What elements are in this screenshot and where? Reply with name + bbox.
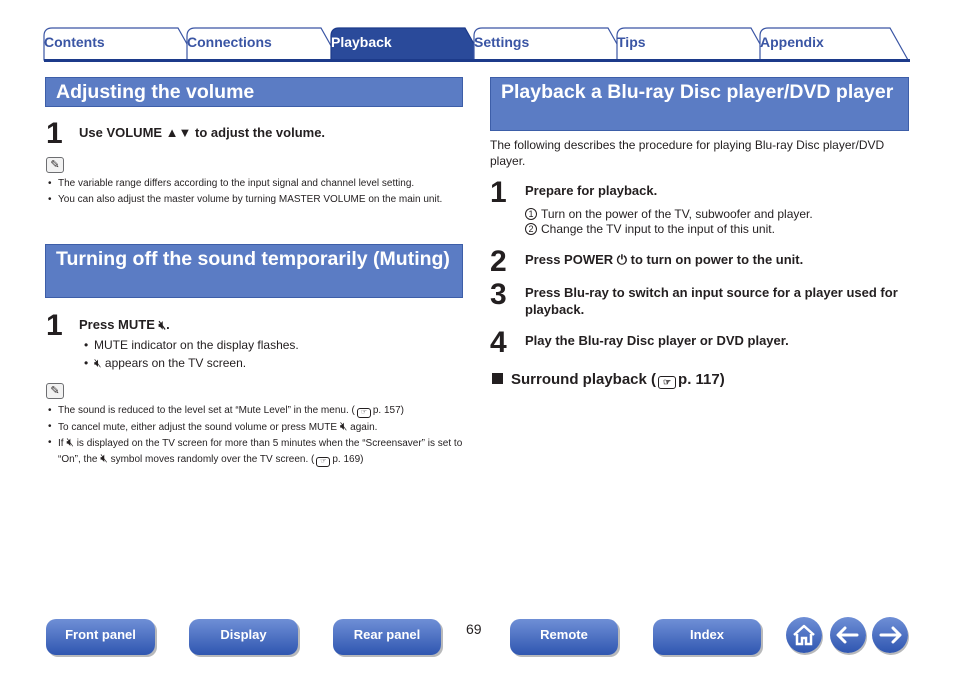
step-number: 1 (46, 309, 63, 342)
note-item: • If 🔇︎ is displayed on the TV screen for more than 5 minutes when the “Screensaver” is set to “On”, the 🔇︎ symbol moves randomly over the TV screen. ( ☞ p. 169) (58, 435, 463, 467)
forward-button[interactable] (872, 617, 908, 653)
remote-button[interactable]: Remote (510, 619, 618, 655)
note-text: The sound is reduced to the level set at “Mute Level” in the menu. (58, 405, 349, 416)
note-pencil-icon: ✎ (46, 157, 64, 173)
mute-icon: 🔇︎ (94, 356, 102, 370)
note-text: To cancel mute, either adjust the sound volume or press MUTE (58, 422, 338, 433)
section-title-muting (45, 244, 463, 298)
substep-text: Turn on the power of the TV, subwoofer and player. (541, 207, 813, 221)
front-panel-button[interactable]: Front panel (46, 619, 155, 655)
back-button[interactable] (830, 617, 866, 653)
mute-icon: 🔇︎ (339, 419, 348, 433)
step-number: 1 (490, 176, 507, 209)
note-text: If (58, 438, 64, 449)
note-ref: p. 169) (332, 454, 364, 465)
section-title-adjusting-volume (45, 77, 463, 107)
step-text: Play the Blu-ray Disc player or DVD player. (525, 333, 789, 348)
bullet-text: appears on the TV screen. (104, 356, 247, 370)
forward-arrow-icon (872, 617, 908, 653)
rear-panel-button[interactable]: Rear panel (333, 619, 441, 655)
note-item (58, 419, 463, 435)
surround-playback-link[interactable]: Surround playback ( ☞ p. 117) (492, 370, 725, 390)
subhead-text: Surround playback (511, 371, 647, 388)
note-text: again. (350, 422, 378, 433)
reference-icon: ☞ (357, 408, 371, 418)
step-number: 2 (490, 245, 507, 278)
substep-number: 1 (525, 208, 537, 220)
page-number: 69 (466, 621, 482, 637)
mute-icon: 🔇︎ (100, 451, 108, 465)
top-tab-bar (0, 26, 954, 62)
step-text: Press MUTE 🔇︎. (79, 317, 170, 332)
step-text: Press Blu-ray to switch an input source for a player used for playback. (525, 285, 898, 317)
mute-icon: 🔇︎ (158, 318, 167, 332)
substep-text: Change the TV input to the input of this unit. (541, 222, 775, 236)
section-title-text: Playback a Blu-ray Disc player/DVD player (501, 81, 894, 103)
note-ref: p. 157) (372, 405, 404, 416)
mute-icon: 🔇︎ (66, 435, 74, 449)
substep-number: 2 (525, 223, 537, 235)
step-text: Prepare for playback. (525, 183, 658, 198)
bullet-item: • MUTE indicator on the display flashes. (94, 337, 299, 353)
step-text-prefix: Press MUTE (79, 317, 155, 332)
section-title-text: Adjusting the volume (56, 81, 255, 103)
intro-text: The following describes the procedure for playing Blu-ray Disc player/DVD player. (490, 138, 885, 168)
step-number: 1 (46, 117, 63, 150)
note-item: • You can also adjust the master volume by turning MASTER VOLUME on the main unit. (58, 192, 463, 207)
step-number: 4 (490, 326, 507, 359)
reference-icon: ☞ (658, 376, 676, 389)
substep-item (525, 221, 775, 237)
display-button[interactable]: Display (189, 619, 298, 655)
index-button[interactable]: Index (653, 619, 761, 655)
square-bullet-icon (492, 373, 503, 384)
note-item: • The variable range differs according to the input signal and channel level setting. (58, 176, 463, 191)
reference-icon: ☞ (316, 457, 330, 467)
section-title-text: Turning off the sound temporarily (Muting) (56, 248, 450, 270)
step-text: Press POWER ⏻ to turn on power to the unit. (525, 252, 804, 267)
note-pencil-icon: ✎ (46, 383, 64, 399)
step-number: 3 (490, 278, 507, 311)
substep-item (525, 206, 813, 222)
note-item: • The sound is reduced to the level set at “Mute Level” in the menu. ( ☞ p. 157) (58, 403, 463, 418)
home-icon (786, 617, 822, 653)
back-arrow-icon (830, 617, 866, 653)
note-text: symbol moves randomly over the TV screen. (110, 454, 309, 465)
note-text: is displayed on the TV screen for more than 5 minutes when the “Screensaver” is set to “On”, the (58, 438, 463, 465)
step-text: Use VOLUME ▲▼ to adjust the volume. (79, 125, 326, 140)
home-button[interactable] (786, 617, 822, 653)
tab-underline (44, 59, 910, 62)
section-title-playback-bluray (490, 77, 909, 131)
subhead-ref: p. 117) (678, 371, 725, 388)
bullet-item (94, 355, 246, 371)
